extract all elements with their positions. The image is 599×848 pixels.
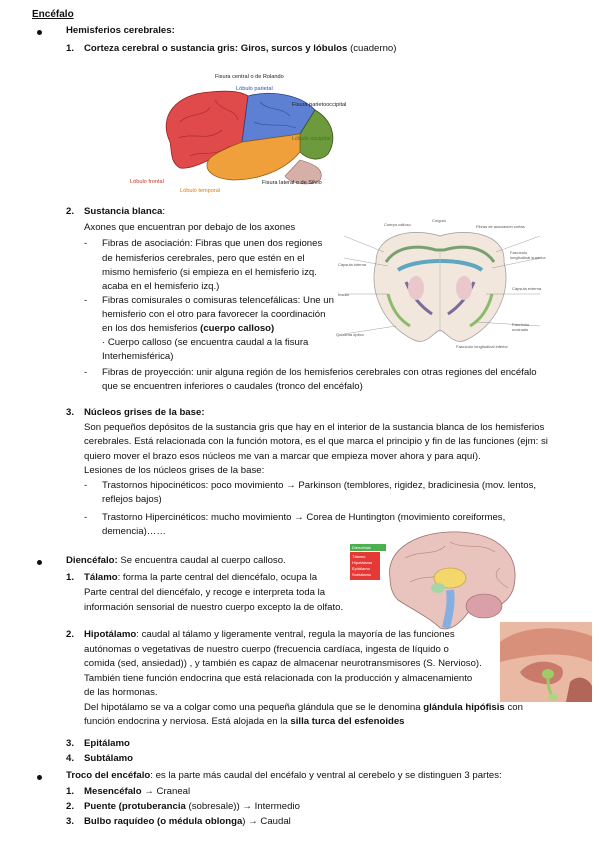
label-fibras-asociacion: Fibras de asociación cortas <box>476 224 525 229</box>
legend-label-talamo: Tálamo <box>352 554 366 559</box>
text-bold: Hipotálamo <box>84 629 137 640</box>
text-line <box>84 715 405 728</box>
item-mesencefalo <box>84 785 190 798</box>
item-number: 1. <box>66 786 75 797</box>
text-line: mismo hemisferio (si empieza en el hemisferio izq. <box>102 267 317 278</box>
heading-rest: : es la parte más caudal del encéfalo y ventral al cerebelo y se distinguen 3 partes: <box>150 770 502 781</box>
text-line: quiero mover el brazo esos núcleos me van a marcar que empieza mover ahora y para aquí). <box>84 451 481 462</box>
heading-bold: Troco del encéfalo <box>66 770 151 781</box>
heading-bold: Diencéfalo: <box>66 555 118 566</box>
text-span: función endocrina y nerviosa. Está alojada en la <box>84 716 291 727</box>
label-capsula-externa: Cápsula externa <box>512 286 542 291</box>
bullet <box>37 30 42 35</box>
label-silvio: Fisura lateral o de Silvio <box>262 180 322 186</box>
legend-label-hipotalamo: Hipotálamo <box>352 560 373 565</box>
text-line <box>84 571 317 584</box>
label-frontal: Lóbulo frontal <box>130 179 164 185</box>
text-line: Axones que encuentran por debajo de los axones <box>84 222 296 233</box>
brain-coronal-figure <box>336 218 548 352</box>
text-span: → Craneal <box>141 786 191 797</box>
text-span: : forma la parte central del diencéfalo, ocupa la <box>117 572 318 583</box>
page-title: Encéfalo <box>32 9 74 20</box>
subsection-sustancia-blanca <box>84 205 165 218</box>
legend-label-diencefalo: Diencéfalo <box>352 545 371 550</box>
colon: : <box>162 206 166 217</box>
item-subtalamo: Subtálamo <box>84 753 134 764</box>
text-line: Fibras de proyección: unir alguna región de los hemisferios cerebrales con otras regiones del encéfalo <box>102 367 537 378</box>
label-insula: Ínsula <box>338 292 349 297</box>
item-number: 2. <box>66 206 75 217</box>
brain-sagittal-figure <box>350 528 522 632</box>
hypothalamus-figure <box>500 622 592 702</box>
dash: - <box>84 512 88 523</box>
label-fasciculo-long-inf: Fascículo longitudinal inferior <box>456 344 508 349</box>
label-occipital: Lóbulo occipital <box>292 136 331 142</box>
label-rolando: Fisura central o de Rolando <box>215 74 284 80</box>
text-line: Trastorno Hipercinéticos: mucho movimiento → Corea de Huntington (movimiento coreiformes, <box>102 512 506 523</box>
label-parietal: Lóbulo parietal <box>236 86 273 92</box>
text-span: en los dos hemisferios <box>102 323 201 334</box>
text-span: ) → Intermedio <box>236 801 300 812</box>
text-line: de hemisferios cerebrales, pero que estén en el <box>102 253 305 264</box>
text-span: Del hipotálamo se va a colgar como una pequeña glándula que se le denomina <box>84 702 424 713</box>
dash: - <box>84 295 88 306</box>
label-capsula-interna: Cápsula interna <box>338 262 367 267</box>
dash: - <box>84 480 88 491</box>
text-line: Interhemisférica) <box>102 351 174 362</box>
subsection-corteza <box>84 42 396 55</box>
bullet <box>37 560 42 565</box>
hypothalamus-drawing <box>500 622 592 702</box>
section-heading-tronco <box>66 769 502 782</box>
label-cuerpo-calloso: Cuerpo calloso <box>384 222 411 227</box>
text-line <box>102 322 274 335</box>
text-line: demencia)…… <box>102 526 166 537</box>
text-line: Fibras comisurales o comisuras telencefálicas: Une un <box>102 295 334 306</box>
item-number: 3. <box>66 407 75 418</box>
item-number: 3. <box>66 816 75 827</box>
section-heading-hemisferios: Hemisferios cerebrales: <box>66 25 175 36</box>
text-line: acaba en el hemisferio izq.) <box>102 281 220 292</box>
legend-label-subtalamo: Subtálamo <box>352 572 372 577</box>
item-number: 1. <box>66 572 75 583</box>
subsection-title: Corteza cerebral o sustancia gris: Giros, surcos y lóbulos <box>84 43 348 54</box>
label-parietooccipital: Fisura parietooccipital <box>292 102 347 108</box>
dash: - <box>84 367 88 378</box>
text-line: de las hormonas. <box>84 687 158 698</box>
brain-lateral-figure <box>130 72 370 197</box>
text-line: Trastornos hipocinéticos: poco movimiento → Parkinson (temblores, rigidez, bradicinesia (mov. lentos, <box>102 480 537 491</box>
label-fasciculo-uncinado: Fascículo uncinado <box>512 322 530 332</box>
text-line: hemisferio con el otro para favorecer la coordinación <box>102 309 326 320</box>
text-line: cerebrales. Está relacionada con la función motora, es el que marca el principio y fin de las funciones (ejm: si <box>84 436 548 447</box>
text-bold: Mesencéfalo <box>84 786 142 797</box>
item-number: 3. <box>66 738 75 749</box>
text-bold: Tálamo <box>84 572 118 583</box>
text-line: información sensorial de nuestro cuerpo excepto la de olfato. <box>84 602 344 613</box>
text-bold: glándula hipófisis <box>423 702 505 713</box>
text-line: Son pequeños depósitos de la sustancia gris que hay en el interior de la sustancia blanca de los hemisferios <box>84 422 545 433</box>
text-span: ) → Caudal <box>242 816 291 827</box>
text-line <box>84 628 455 641</box>
legend-label-epitalamo: Epitálamo <box>352 566 370 571</box>
section-heading-diencefalo <box>66 554 286 567</box>
text-line: Parte central del diencéfalo, y recoge e interpreta toda la <box>84 587 326 598</box>
text-bold: Bulbo raquídeo (o médula oblonga <box>84 816 243 827</box>
item-number: 2. <box>66 801 75 812</box>
label-fasciculo-long-sup: Fascículo longitudinal superior <box>510 250 546 260</box>
text-line: autónomas o vegetativas de nuestro cuerpo (frecuencia cardíaca, ingesta de líquido o <box>84 644 449 655</box>
text-line: También tiene función endocrina que está relacionada con la producción y almacenamiento <box>84 673 473 684</box>
heading-rest: Se encuentra caudal al cuerpo calloso. <box>117 555 286 566</box>
text-bold: silla turca del esfenoides <box>290 716 405 727</box>
item-bulbo <box>84 815 291 828</box>
item-number: 4. <box>66 753 75 764</box>
text-line: comida (sed, ansiedad)) , y también es capaz de almacenar neurotransmisores (S. Nervioso). <box>84 658 482 669</box>
text-line: Lesiones de los núcleos grises de la base: <box>84 465 265 476</box>
label-quiasma: Quiasma óptico <box>336 332 364 337</box>
subsection-suffix: (cuaderno) <box>350 43 397 54</box>
item-number: 2. <box>66 629 75 640</box>
item-number: 1. <box>66 43 75 54</box>
text-span: : caudal al tálamo y ligeramente ventral, regula la mayoría de las funciones <box>136 629 455 640</box>
text-bold: Puente (protuberancia <box>84 801 186 812</box>
text-bold: (cuerpo calloso) <box>200 323 275 334</box>
text-span: con <box>504 702 523 713</box>
label-cingulo: Cíngulo <box>432 218 446 223</box>
subsection-title-nucleos: Núcleos grises de la base: <box>84 407 205 418</box>
text-span: (sobresale) <box>185 801 237 812</box>
text-line: · Cuerpo calloso (se encuentra caudal a la fisura <box>102 337 309 348</box>
item-puente <box>84 800 300 813</box>
label-temporal: Lóbulo temporal <box>180 188 221 194</box>
bullet <box>37 775 42 780</box>
item-epitalamo: Epitálamo <box>84 738 130 749</box>
text-line: reflejos bajos) <box>102 494 162 505</box>
subsection-title: Sustancia blanca <box>84 206 163 217</box>
dash: - <box>84 238 88 249</box>
text-line: Fibras de asociación: Fibras que unen dos regiones <box>102 238 323 249</box>
text-line: que se encuentren inferiores o caudales (tronco del encéfalo) <box>102 381 363 392</box>
text-line <box>84 701 523 714</box>
